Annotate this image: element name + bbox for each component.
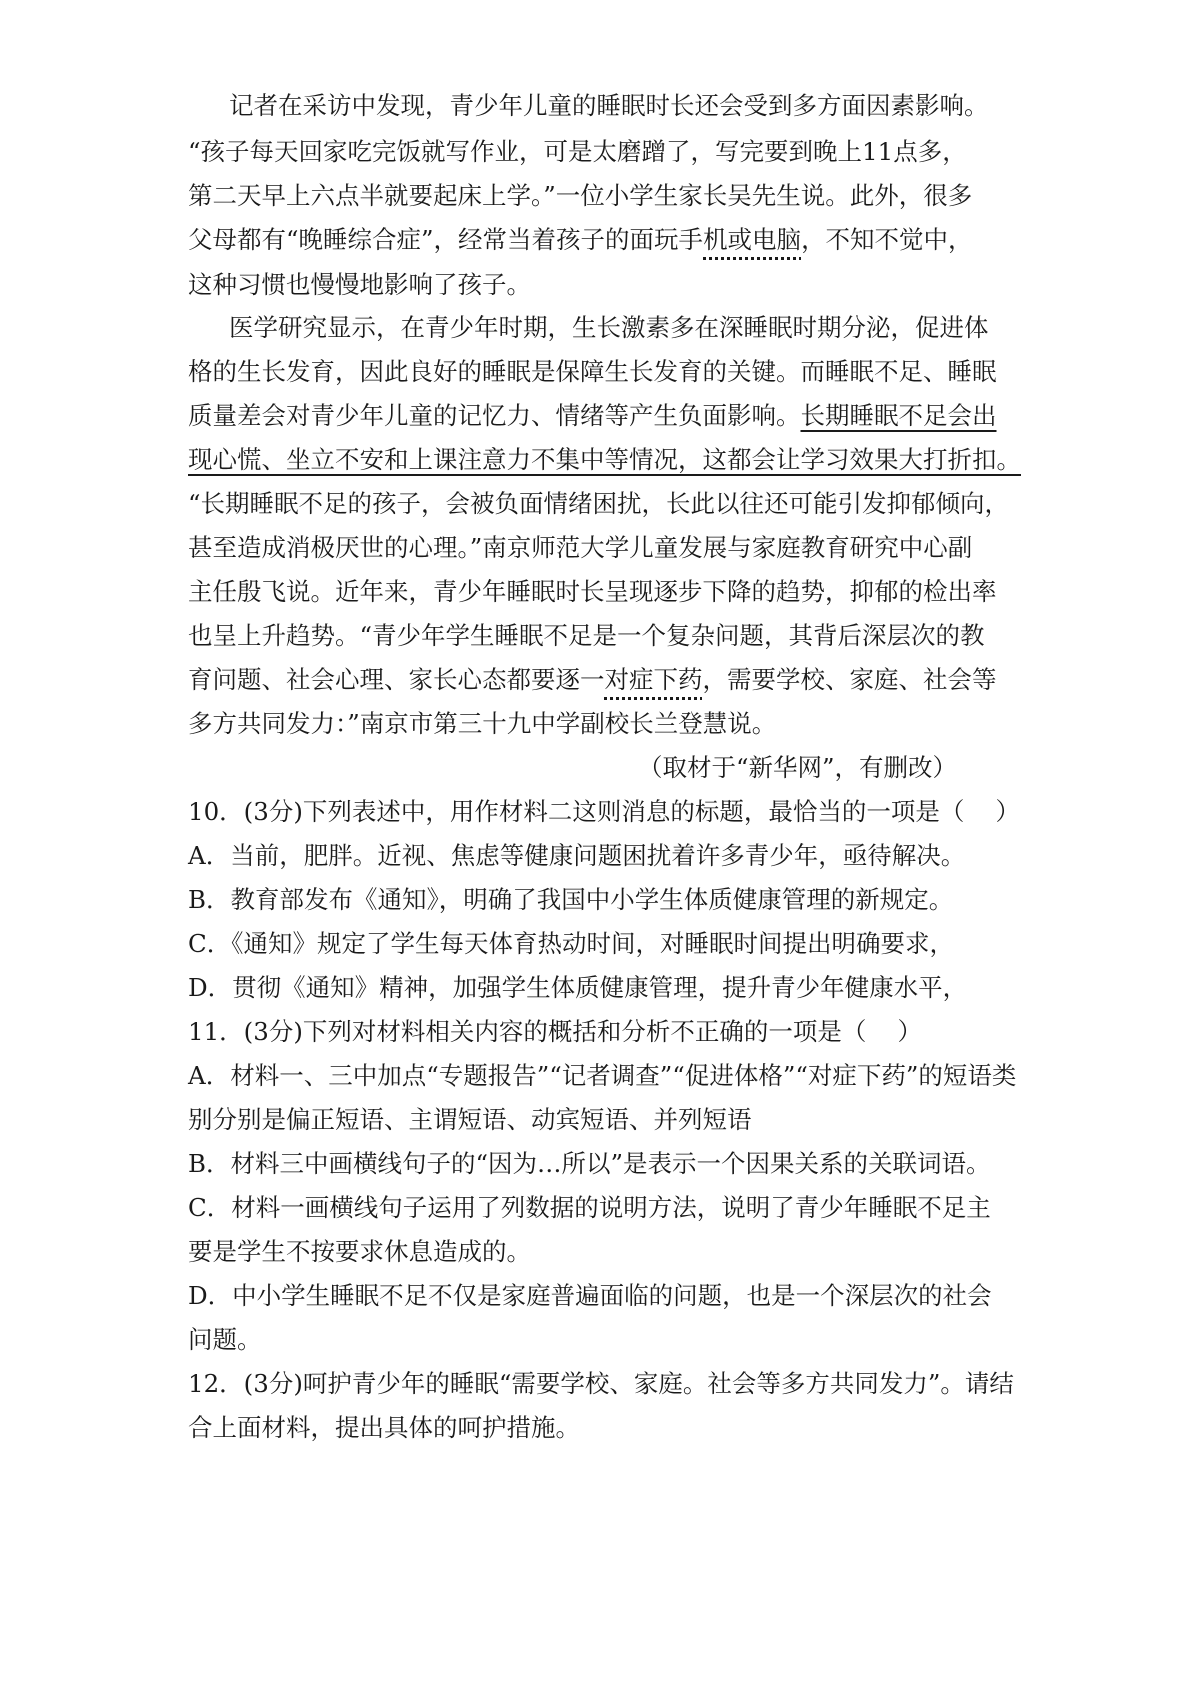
question-12-stem xyxy=(188,1369,1014,1399)
option-text: D．贯彻《通知》精神，加强学生体质健康管理，提升青少年健康水平， xyxy=(188,973,968,1002)
passage-line xyxy=(188,621,985,651)
option-text: C．《通知》规定了学生每天体育热动时间，对睡眠时间提出明确要求， xyxy=(188,929,954,958)
option-text: A．当前，肥胖。近视、焦虑等健康问题困扰着许多青少年，亟待解决。 xyxy=(188,841,966,870)
passage-line xyxy=(188,137,967,167)
passage-text: 多方共同发力：”南京市第三十九中学副校长兰登慧说。 xyxy=(188,709,777,738)
option-text: A．材料一、三中加点“专题报告”“记者调查”“促进体格”“对症下药”的短语类 xyxy=(188,1061,1017,1090)
question-text: 11．(3分)下列对材料相关内容的概括和分析不正确的一项是（ ） xyxy=(188,1017,923,1046)
question-11-stem xyxy=(188,1017,922,1047)
question-10-stem xyxy=(188,797,1020,827)
passage-line xyxy=(188,357,997,387)
passage-line xyxy=(188,577,997,607)
passage-text: “孩子每天回家吃完饭就写作业，可是太磨蹭了，写完要到晚上11点多， xyxy=(188,137,967,166)
passage-line xyxy=(188,489,1009,519)
option-text: 问题。 xyxy=(188,1325,262,1354)
passage-line xyxy=(188,709,776,739)
passage-text: 第二天早上六点半就要起床上学。”一位小学生家长吴先生说。此外，很多 xyxy=(188,181,973,210)
passage-text: 也呈上升趋势。“青少年学生睡眠不足是一个复杂问题，其背后深层次的教 xyxy=(188,621,985,650)
option-text: B．材料三中画横线句子的“因为…所以”是表示一个因果关系的关联词语。 xyxy=(188,1149,991,1178)
underlined-sentence: 长期睡眠不足会出 xyxy=(800,401,997,430)
question-text: 10．(3分)下列表述中，用作材料二这则消息的标题，最恰当的一项是（ ） xyxy=(188,797,1021,826)
dotted-emphasis-text: 机或电脑 xyxy=(703,225,802,254)
passage-line xyxy=(188,181,972,211)
passage-line xyxy=(188,665,997,695)
option-text: D．中小学生睡眠不足不仅是家庭普遍面临的问题，也是一个深层次的社会 xyxy=(188,1281,992,1310)
source-text: （取材于“新华网”，有删改） xyxy=(638,753,958,782)
option-text: B．教育部发布《通知》，明确了我国中小学生体质健康管理的新规定。 xyxy=(188,885,954,914)
passage-line xyxy=(188,270,531,300)
question-10-option-b xyxy=(188,885,953,915)
option-text: 别分别是偏正短语、主谓短语、动宾短语、并列短语 xyxy=(188,1105,752,1134)
question-text: 12．(3分)呵护青少年的睡眠“需要学校、家庭。社会等多方共同发力”。请结 xyxy=(188,1369,1014,1398)
passage-line xyxy=(188,445,1021,475)
passage-text: 育问题、社会心理、家长心态都要逐一 xyxy=(188,665,605,694)
question-10-option-d xyxy=(188,973,967,1003)
passage-text: 医学研究显示，在青少年时期，生长激素多在深睡眠时期分泌，促进体 xyxy=(229,313,989,342)
passage-text: 甚至造成消极厌世的心理。”南京师范大学儿童发展与家庭教育研究中心副 xyxy=(188,533,973,562)
question-11-option-a-cont xyxy=(188,1105,752,1135)
question-11-option-c-cont xyxy=(188,1237,531,1267)
question-12-stem-cont xyxy=(188,1413,580,1443)
option-text: C．材料一画横线句子运用了列数据的说明方法，说明了青少年睡眠不足主 xyxy=(188,1193,991,1222)
passage-line xyxy=(188,401,997,431)
passage-line xyxy=(229,313,989,343)
passage-line xyxy=(188,533,972,563)
question-11-option-b xyxy=(188,1149,991,1179)
passage-text: 记者在采访中发现，青少年儿童的睡眠时长还会受到多方面因素影响。 xyxy=(229,91,989,120)
passage-line xyxy=(229,91,989,121)
question-11-option-d-cont xyxy=(188,1325,262,1355)
question-10-option-a xyxy=(188,841,965,871)
passage-text: ，不知不觉中， xyxy=(801,225,973,254)
passage-text: 父母都有“晚睡综合症”，经常当着孩子的面玩手 xyxy=(188,225,704,254)
question-11-option-c xyxy=(188,1193,991,1223)
passage-text: 格的生长发育，因此良好的睡眠是保障生长发育的关键。而睡眠不足、睡眠 xyxy=(188,357,997,386)
underlined-sentence: 现心慌、坐立不安和上课注意力不集中等情况，这都会让学习效果大打折扣。 xyxy=(188,445,1021,474)
question-10-option-c xyxy=(188,929,954,959)
passage-text: ，需要学校、家庭、社会等 xyxy=(702,665,997,694)
passage-text: 质量差会对青少年儿童的记忆力、情绪等产生负面影响。 xyxy=(188,401,801,430)
passage-text: 主任殷飞说。近年来，青少年睡眠时长呈现逐步下降的趋势，抑郁的检出率 xyxy=(188,577,997,606)
question-11-option-a xyxy=(188,1061,1016,1091)
passage-line xyxy=(188,225,973,255)
dotted-emphasis-text: 对症下药 xyxy=(604,665,703,694)
question-11-option-d xyxy=(188,1281,992,1311)
option-text: 要是学生不按要求休息造成的。 xyxy=(188,1237,531,1266)
passage-text: “长期睡眠不足的孩子，会被负面情绪困扰，长此以往还可能引发抑郁倾向， xyxy=(188,489,1010,518)
passage-text: 这种习惯也慢慢地影响了孩子。 xyxy=(188,270,531,299)
question-text: 合上面材料，提出具体的呵护措施。 xyxy=(188,1413,580,1442)
source-attribution xyxy=(638,753,957,783)
